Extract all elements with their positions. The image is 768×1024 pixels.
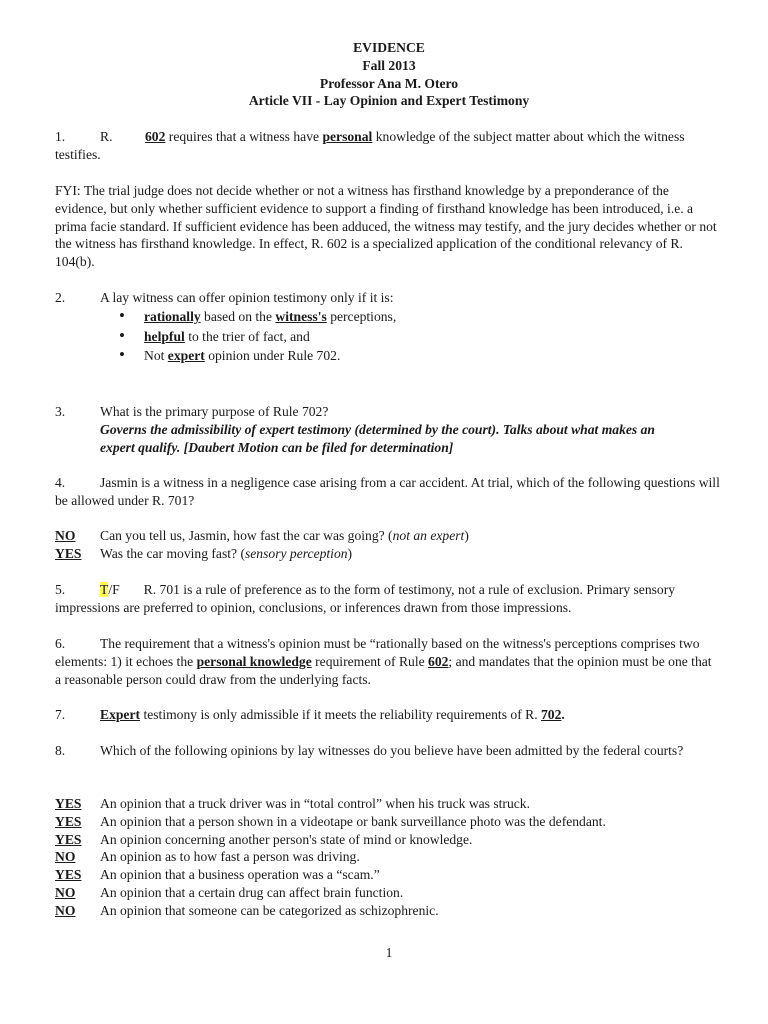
question-3: 3. What is the primary purpose of Rule 702? Governs the admissibility of expert testimony (determined by the court). Talks about what makes an expert qualify. [Daubert Motion can be filed for determination] — [55, 403, 720, 456]
question-number: 3. — [55, 404, 66, 419]
key-term: personal — [322, 129, 373, 144]
list-item: • helpful to the trier of fact, and — [119, 328, 720, 346]
answer-label: YES — [55, 796, 82, 811]
answer-label: NO — [55, 902, 76, 918]
answer-row: YES Was the car moving fast? (sensory perception) — [55, 545, 353, 561]
answer-row: YES An opinion that a business operation was a “scam.” — [55, 867, 380, 883]
question-4-answers — [55, 527, 720, 563]
question-7: 7. Expert testimony is only admissible if it meets the reliability requirements of R. 702. — [55, 707, 565, 722]
term: Fall 2013 — [362, 57, 416, 73]
page-number: 1 — [385, 945, 393, 960]
key-term: personal knowledge — [196, 653, 312, 669]
answer-label: YES — [55, 545, 82, 561]
question-number: 5. — [55, 582, 66, 597]
question-8-answers — [55, 795, 720, 920]
course-title: EVIDENCE — [353, 40, 425, 55]
answer-label: NO — [55, 849, 76, 865]
answer-row: NO An opinion that a certain drug can affect brain function. — [55, 884, 404, 900]
question-4: 4. Jasmin is a witness in a negligence case arising from a car accident. At trial, which of the following questions will be allowed under R. 701? — [55, 475, 720, 508]
question-number: 7. — [55, 707, 66, 722]
question-number: 6. — [55, 636, 66, 651]
question-number: 4. — [55, 475, 66, 490]
answer-label: NO — [55, 528, 76, 543]
fyi-note: FYI: The trial judge does not decide whether or not a witness has firsthand knowledge by a preponderance of the evidence, but only whether sufficient evidence to support a finding of firsthand knowledge has been introduced, i.e. a prima facie standard. If sufficient evidence has been adduced, the witness may testify, and the jury decides whether or not the witness has firsthand knowledge. In effect, R. 602 is a specialized application of the conditional relevancy of R. 104(b). — [55, 183, 717, 270]
answer-label: YES — [55, 831, 82, 847]
question-6: 6. The requirement that a witness's opinion must be “rationally based on the witness's perceptions comprises two elements: 1) it echoes the personal knowledge requirement of Rule 602; and mandates that the opinion must be one that a reasonable person could draw from the underlying facts. — [55, 636, 712, 687]
answer-row: YES An opinion that a person shown in a videotape or bank surveillance photo was the defendant. — [55, 813, 606, 829]
answer-row: YES An opinion concerning another person's state of mind or knowledge. — [55, 831, 473, 847]
question-1: 1. R. 602 requires that a witness have personal knowledge of the subject matter about which the witness testifies. — [55, 129, 685, 162]
answer-label: YES — [55, 813, 82, 829]
document-subtitle: Article VII - Lay Opinion and Expert Testimony — [248, 93, 530, 109]
answer-label: NO — [55, 884, 76, 900]
document-header — [0, 39, 768, 110]
list-item: • Not expert opinion under Rule 702. — [119, 347, 720, 365]
question-5: 5. T/F R. 701 is a rule of preference as to the form of testimony, not a rule of exclusion. Primary sensory impressions are preferred to opinion, conclusions, or inferences drawn from those impressions. — [55, 582, 676, 615]
question-number: 1. — [55, 129, 66, 144]
question-2: 2. A lay witness can offer opinion testimony only if it is: • rationally based on the witness's perceptions, • helpful to the trier of fact, and • Not expert opinion under Rule 702. — [55, 289, 720, 365]
answer-text: Governs the admissibility of expert testimony (determined by the court). Talks about what makes an — [100, 421, 655, 437]
bullet-list — [55, 308, 720, 365]
answer-text: expert qualify. [Daubert Motion can be filed for determination] — [100, 439, 454, 455]
list-item: • rationally based on the witness's perceptions, — [119, 308, 720, 326]
rule-reference: 602 — [428, 653, 449, 669]
key-term: Expert — [100, 707, 141, 722]
question-8: 8. Which of the following opinions by lay witnesses do you believe have been admitted by the federal courts? — [55, 743, 684, 758]
question-number: 8. — [55, 743, 66, 758]
answer-row: NO An opinion that someone can be categorized as schizophrenic. — [55, 902, 439, 918]
answer-label: YES — [55, 867, 82, 883]
question-number: 2. — [55, 290, 66, 305]
rule-reference: 702 — [541, 707, 562, 722]
professor-name: Professor Ana M. Otero — [319, 75, 459, 91]
highlighted-answer: T — [100, 582, 109, 597]
rule-reference: 602 — [145, 129, 166, 144]
answer-row: YES An opinion that a truck driver was in “total control” when his truck was struck. — [55, 796, 530, 811]
answer-row: NO An opinion as to how fast a person was driving. — [55, 849, 360, 865]
answer-row: NO Can you tell us, Jasmin, how fast the car was going? (not an expert) — [55, 528, 469, 543]
